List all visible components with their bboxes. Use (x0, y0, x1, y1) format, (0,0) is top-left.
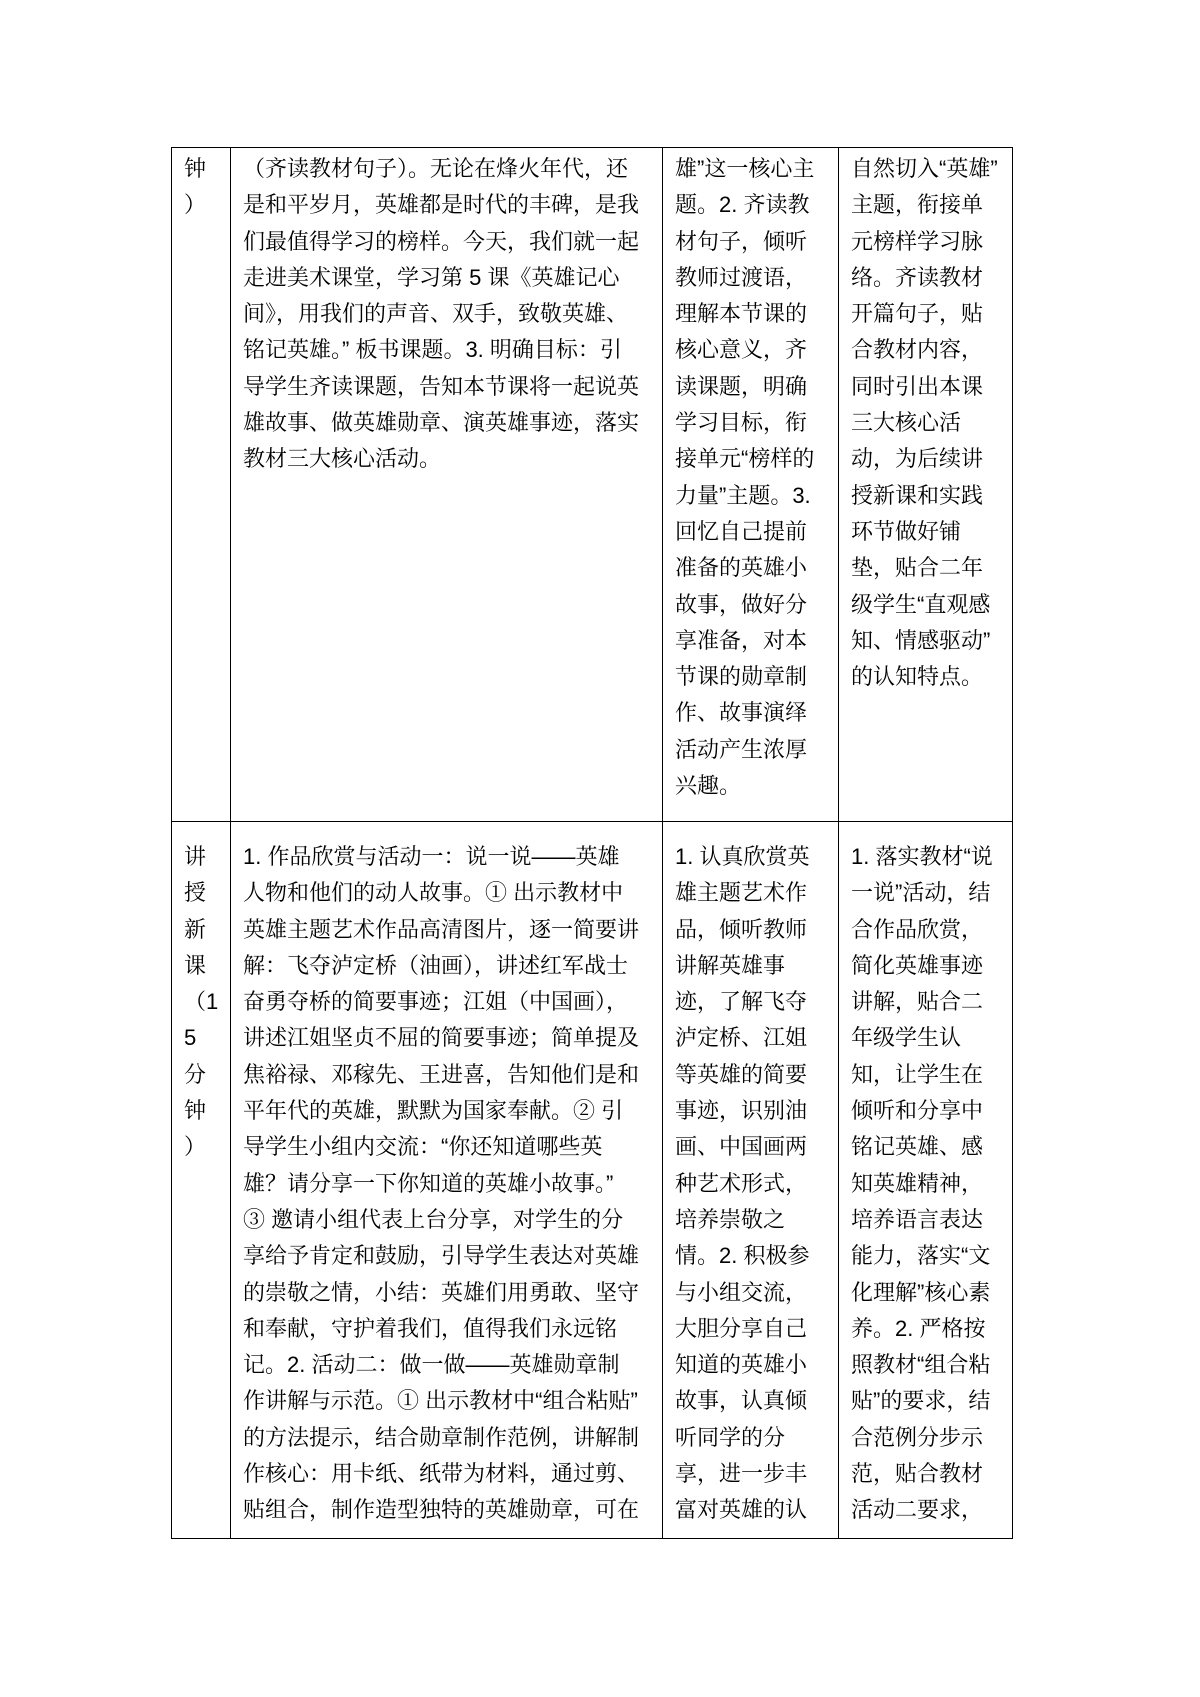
text-line: 知英雄精神， (851, 1170, 984, 1196)
text-line: 贴”的要求，结 (851, 1388, 991, 1414)
text-line: 教材三大核心活动。 (243, 446, 442, 472)
design-intent-cell (839, 822, 1013, 1539)
text-line: 享，进一步丰 (675, 1461, 808, 1487)
text-line: 授 (184, 880, 207, 906)
text-line: 课 (184, 952, 207, 978)
text-line: 1. 落实教材“说 (851, 844, 993, 869)
text-line: 材句子，倾听 (675, 228, 808, 254)
text-line: 准备的英雄小 (675, 555, 808, 581)
text-line: 新 (184, 916, 207, 942)
text-line: 走进美术课堂，学习第 5 课《英雄记心 (243, 264, 620, 290)
text-line: 活动二要求， (851, 1497, 984, 1523)
text-line: ） (184, 192, 207, 218)
text-line: 的方法提示，结合勋章制作范例，讲解制 (243, 1424, 640, 1450)
text-line: 讲解，贴合二 (851, 989, 984, 1015)
text-line: 导学生小组内交流：“你还知道哪些英 (243, 1134, 603, 1160)
student-activity-cell (663, 822, 839, 1539)
text-line: 知，让学生在 (851, 1061, 984, 1087)
text-line: 雄主题艺术作 (675, 880, 808, 906)
text-line: 奋勇夺桥的简要事迹；江姐（中国画）， (243, 989, 629, 1015)
text-line: 听同学的分 (675, 1424, 786, 1450)
text-line: 的崇敬之情，小结：英雄们用勇敢、坚守 (243, 1279, 640, 1305)
text-line: 讲述江姐坚贞不屈的简要事迹；简单提及 (243, 1025, 640, 1051)
text-line: 合范例分步示 (851, 1424, 984, 1450)
text-line: 和奉献，守护着我们，值得我们永远铭 (243, 1315, 618, 1341)
text-line: 范，贴合教材 (851, 1461, 984, 1487)
stage-time-cell (172, 148, 231, 822)
stage-time-cell (172, 822, 231, 1539)
text-line: 知、情感驱动” (851, 627, 991, 653)
text-line: 们最值得学习的榜样。今天，我们就一起 (243, 228, 640, 254)
text-line: 授新课和实践 (851, 482, 984, 508)
text-line: 分 (184, 1061, 207, 1087)
text-line: 开篇句子，贴 (851, 301, 984, 327)
text-line: 同时引出本课 (851, 373, 984, 399)
text-line: 故事，认真倾 (675, 1388, 808, 1414)
text-line: 钟 (184, 1098, 207, 1124)
text-line: 题。2. 齐读教 (675, 192, 810, 218)
text-line: 故事，做好分 (675, 591, 808, 617)
text-line: 等英雄的简要 (675, 1061, 808, 1087)
text-line: 动，为后续讲 (851, 446, 984, 472)
text-line: 大胆分享自己 (675, 1315, 808, 1341)
text-line: 培养崇敬之 (675, 1206, 786, 1232)
text-line: 情。2. 积极参 (675, 1243, 810, 1269)
text-line: 简化英雄事迹 (851, 952, 984, 978)
teacher-activity-cell (231, 148, 663, 822)
text-line: 能力，落实“文 (851, 1243, 991, 1269)
text-line: 雄故事、做英雄勋章、演英雄事迹，落实 (243, 410, 640, 436)
text-line: 记。2. 活动二：做一做——英雄勋章制 (243, 1352, 620, 1378)
text-line: 回忆自己提前 (675, 518, 808, 544)
text-line: 钟 (184, 156, 207, 181)
text-line: 养。2. 严格按 (851, 1315, 986, 1341)
text-line: 环节做好铺 (851, 518, 962, 544)
text-line: 作讲解与示范。① 出示教材中“组合粘贴” (243, 1388, 638, 1414)
text-line: ） (184, 1134, 207, 1160)
text-line: 作核心：用卡纸、纸带为材料，通过剪、 (243, 1461, 640, 1487)
text-line: 合作品欣赏， (851, 916, 984, 942)
teacher-activity-cell (231, 822, 663, 1539)
text-line: 接单元“榜样的 (675, 446, 815, 472)
text-line: 英雄主题艺术作品高清图片，逐一简要讲 (243, 916, 640, 942)
text-line: 贴组合，制作造型独特的英雄勋章，可在 (243, 1497, 640, 1523)
text-line: 是和平岁月，英雄都是时代的丰碑，是我 (243, 192, 640, 218)
text-line: 种艺术形式， (675, 1170, 808, 1196)
text-line: 导学生齐读课题，告知本节课将一起说英 (243, 373, 640, 399)
text-line: 读课题，明确 (675, 373, 808, 399)
text-line: 享给予肯定和鼓励，引导学生表达对英雄 (243, 1243, 640, 1269)
text-line: 1. 作品欣赏与活动一：说一说——英雄 (243, 844, 620, 869)
text-line: 力量”主题。3. (675, 482, 811, 508)
text-line: 核心意义，齐 (675, 337, 808, 363)
text-line: 间》，用我们的声音、双手，致敬英雄、 (243, 301, 629, 327)
lesson-plan-table (171, 147, 1013, 1539)
text-line: 的认知特点。 (851, 664, 984, 690)
text-line: 雄？请分享一下你知道的英雄小故事。” (243, 1170, 614, 1196)
text-line: 享准备，对本 (675, 627, 808, 653)
text-line: 品，倾听教师 (675, 916, 808, 942)
text-line: 兴趣。 (675, 773, 742, 799)
text-line: 与小组交流， (675, 1279, 808, 1305)
text-line: 年级学生认 (851, 1025, 962, 1051)
text-line: 照教材“组合粘 (851, 1352, 991, 1378)
text-line: 倾听和分享中 (851, 1098, 984, 1124)
text-line: 垫，贴合二年 (851, 555, 984, 581)
text-line: 富对英雄的认 (675, 1497, 808, 1523)
text-line: 元榜样学习脉 (851, 228, 984, 254)
text-line: 节课的勋章制 (675, 664, 808, 690)
text-line: 迹，了解飞夺 (675, 989, 808, 1015)
text-line: 平年代的英雄，默默为国家奉献。② 引 (243, 1098, 624, 1124)
text-line: （1 (184, 989, 219, 1015)
text-line: 雄”这一核心主 (675, 156, 815, 181)
text-line: 化理解”核心素 (851, 1279, 991, 1305)
text-line: 讲解英雄事 (675, 952, 786, 978)
text-line: 培养语言表达 (851, 1206, 984, 1232)
text-line: 知道的英雄小 (675, 1352, 808, 1378)
design-intent-cell (839, 148, 1013, 822)
text-line: 络。齐读教材 (851, 264, 984, 290)
text-line: 理解本节课的 (675, 301, 808, 327)
text-line: 铭记英雄、感 (851, 1134, 984, 1160)
text-line: 讲 (184, 844, 207, 869)
student-activity-cell (663, 148, 839, 822)
text-line: 泸定桥、江姐 (675, 1025, 808, 1051)
text-line: 作、故事演绎 (675, 700, 808, 726)
text-line: 三大核心活 (851, 410, 962, 436)
text-line: 焦裕禄、邓稼先、王进喜，告知他们是和 (243, 1061, 640, 1087)
text-line: 铭记英雄。” 板书课题。3. 明确目标：引 (243, 337, 622, 363)
text-line: 解：飞夺泸定桥（油画），讲述红军战士 (243, 952, 629, 978)
text-line: 一说”活动，结 (851, 880, 991, 906)
text-line: 画、中国画两 (675, 1134, 808, 1160)
text-line: 人物和他们的动人故事。① 出示教材中 (243, 880, 624, 906)
text-line: （齐读教材句子）。无论在烽火年代，还 (243, 156, 629, 181)
text-line: 级学生“直观感 (851, 591, 991, 617)
text-line: 1. 认真欣赏英 (675, 844, 810, 869)
text-line: 活动产生浓厚 (675, 736, 808, 762)
text-line: 教师过渡语， (675, 264, 808, 290)
text-line: 5 (184, 1025, 197, 1051)
text-line: 自然切入“英雄” (851, 156, 998, 181)
text-line: 学习目标，衔 (675, 410, 808, 436)
text-line: 主题，衔接单 (851, 192, 984, 218)
text-line: 事迹，识别油 (675, 1098, 808, 1124)
text-line: ③ 邀请小组代表上台分享，对学生的分 (243, 1206, 624, 1232)
text-line: 合教材内容， (851, 337, 984, 363)
